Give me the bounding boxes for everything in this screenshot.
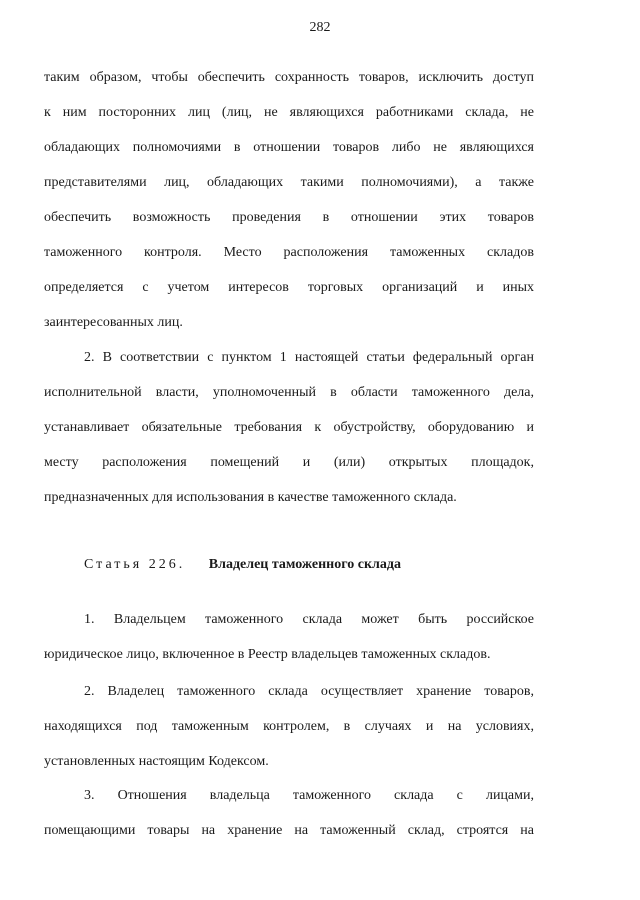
text-line: определяется с учетом интересов торговых организаций и иных: [44, 280, 534, 295]
text-line: обеспечить возможность проведения в отношении этих товаров: [44, 210, 534, 225]
paragraph-clause-1: [44, 602, 534, 672]
text-line: исполнительной власти, уполномоченный в области таможенного дела,: [44, 385, 534, 400]
text-line: таким образом, чтобы обеспечить сохранность товаров, исключить доступ: [44, 70, 534, 85]
text-line: 3. Отношения владельца таможенного склада с лицами,: [84, 788, 534, 803]
text-line: обладающих полномочиями в отношении товаров либо не являющихся: [44, 140, 534, 155]
text-line: юридическое лицо, включенное в Реестр владельцев таможенных складов.: [44, 647, 491, 662]
text-line: 2. В соответствии с пунктом 1 настоящей статьи федеральный орган: [84, 350, 534, 365]
article-heading: [84, 552, 401, 578]
text-line: заинтересованных лиц.: [44, 315, 183, 330]
paragraph-continuation: [44, 60, 534, 340]
text-line: месту расположения помещений и (или) открытых площадок,: [44, 455, 534, 470]
article-title: Владелец таможенного склада: [208, 557, 401, 572]
text-line: представителями лиц, обладающих такими полномочиями), а также: [44, 175, 534, 190]
article-label: Статья 226.: [84, 557, 186, 572]
text-line: помещающими товары на хранение на таможенный склад, строятся на: [44, 823, 534, 838]
text-line: установленных настоящим Кодексом.: [44, 754, 269, 769]
text-line: предназначенных для использования в качестве таможенного склада.: [44, 490, 457, 505]
text-line: 2. Владелец таможенного склада осуществляет хранение товаров,: [84, 684, 534, 699]
page-number: 282: [309, 20, 331, 35]
paragraph-clause-2: [44, 674, 534, 779]
paragraph-clause-3: [44, 778, 534, 848]
text-line: устанавливает обязательные требования к обустройству, оборудованию и: [44, 420, 534, 435]
text-line: таможенного контроля. Место расположения таможенных складов: [44, 245, 534, 260]
text-line: находящихся под таможенным контролем, в случаях и на условиях,: [44, 719, 534, 734]
paragraph-item-2: [44, 340, 534, 515]
text-line: к ним посторонних лиц (лиц, не являющихся работниками склада, не: [44, 105, 534, 120]
text-line: 1. Владельцем таможенного склада может быть российское: [84, 612, 534, 627]
